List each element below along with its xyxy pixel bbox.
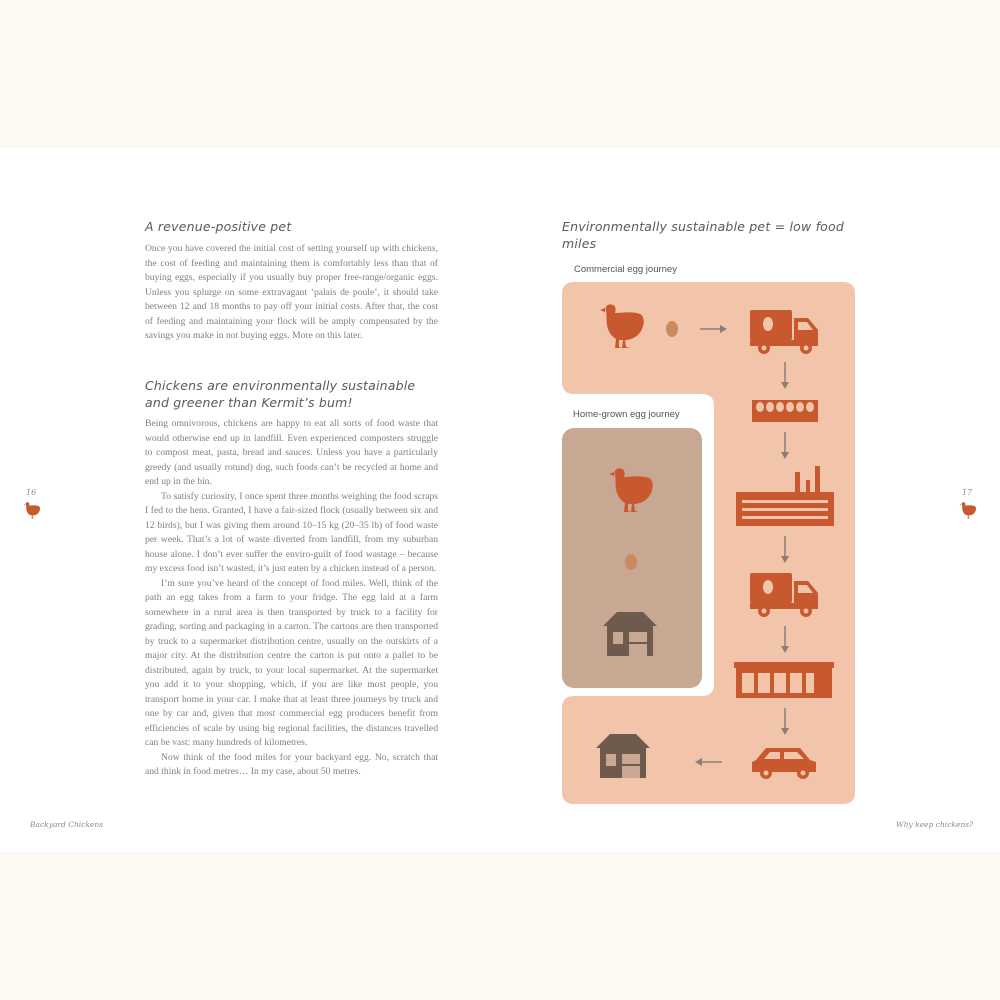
home-journey-label: Home-grown egg journey <box>573 409 680 420</box>
running-footer-right: Why keep chickens? <box>896 820 974 829</box>
supermarket-icon <box>734 662 834 698</box>
heading-revenue-positive-pet: A revenue-positive pet <box>145 219 292 234</box>
paragraph-1: Once you have covered the initial cost of setting yourself up with chickens, the cost of feeding and maintaining them is comfortably less than that of buying eggs, especially if you usually buy proper free-range/organic eggs. Unless you splurge on some extravagant ‘palais de poule’, it should take between 12 and 18 months to pay off your initial costs. After that, the cost of feeding and maintaining your flock will be amply compensated by the savings you make in not buying eggs. More on this later. <box>145 243 438 341</box>
house-icon <box>596 734 650 778</box>
house-icon <box>603 612 657 656</box>
paragraph-2: Being omnivorous, chickens are happy to eat all sorts of food waste that would otherwise end up in landfill. Even experienced composters struggle to compost meat, pasta, bread and sauces. Unless you have a particularly greedy (and usually rotund) dog, such foods can’t be recycled at home and end up in the bin. <box>145 418 438 487</box>
commercial-journey-label: Commercial egg journey <box>574 264 677 275</box>
egg-icon <box>625 554 637 570</box>
paragraph-5: Now think of the food miles for your backyard egg. No, scratch that and think in food metres… In my case, about 50 metres. <box>145 751 438 777</box>
figure-title: Environmentally sustainable pet = low food miles <box>562 219 844 251</box>
page-number-right: 17 <box>962 488 973 497</box>
heading-line-2: and greener than Kermit’s bum! <box>145 395 353 410</box>
hen-icon <box>958 500 978 520</box>
heading-line-1: Chickens are environmentally sustainable <box>145 378 416 393</box>
egg-icon <box>666 321 678 337</box>
running-footer-left: Backyard Chickens <box>30 820 104 829</box>
egg-carton-icon <box>752 400 818 422</box>
paragraph-4: I’m sure you’ve heard of the concept of food miles. Well, think of the path an egg takes from a farm to your fridge. The egg laid at a farm somewhere in a rural area is then transported by truck to a facility for grading, sorting and packaging in a carton. The cartons are then transported by truck to a supermarket distribution centre, usually on the outskirts of a major city. At the distribution centre the carton is put onto a pallet to be distributed, again by truck, to your local supermarket. At the supermarket you add it to your shopping, which, if you are like most people, you transport home in your car. I make that at least three journeys by truck and one by car and, given that most commercial egg producers benefit from efficiencies of scale by using big regional facilities, the distances travelled can be vast: many hundreds of kilometres. <box>145 577 438 748</box>
page-number-left: 16 <box>26 488 37 497</box>
paragraph-3: To satisfy curiosity, I once spent three months weighing the food scraps I fed to the hens. Granted, I have a fair-sized flock (usually between six and 12 birds), but I was giving them around 10–15 kg (20–35 lb) of food waste per week. That’s a lot of waste diverted from landfill, from my suburban house alone. I don’t ever suffer the enviro-guilt of food wastage – because my excess food isn’t wasted, it’s just eaten by a chicken instead of a person. <box>145 490 438 574</box>
